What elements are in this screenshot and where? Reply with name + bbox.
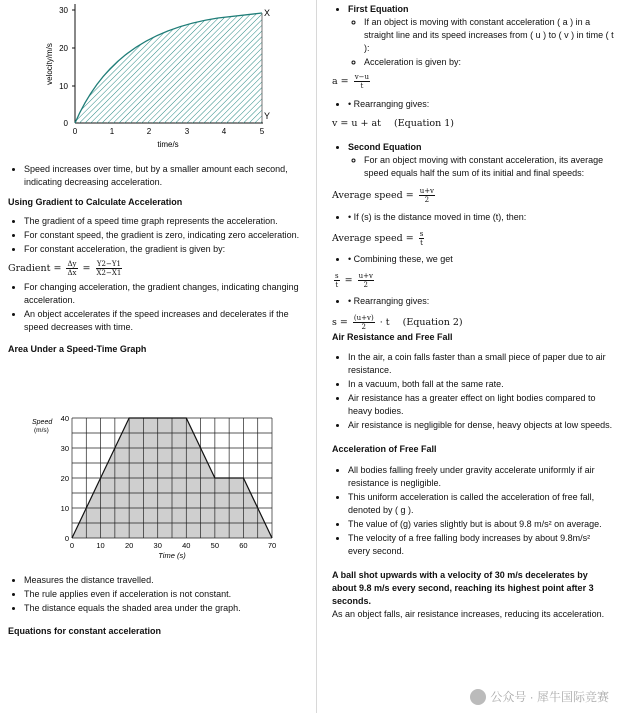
y-axis-title: velocity/m/s bbox=[45, 43, 54, 85]
list-item: ◦ If an object is moving with constant acceleration ( a ) in a straight line and its speed increases from ( u ) to ( v ) in time ( t ): bbox=[364, 16, 614, 55]
x-tick-label: 0 bbox=[72, 127, 78, 136]
list-item: • For constant acceleration, the gradient is given by: bbox=[24, 243, 308, 256]
list-item: • The velocity of a free falling body increases by about 9.8m/s² every second. bbox=[348, 532, 614, 558]
wechat-icon bbox=[470, 689, 486, 705]
y-ticks bbox=[59, 6, 75, 128]
equation-tag: (Equation 1) bbox=[394, 118, 454, 129]
list-item: • In a vacuum, both fall at the same rate. bbox=[348, 378, 614, 391]
y-tick-label: 30 bbox=[60, 444, 69, 453]
x-tick-label: 4 bbox=[221, 127, 227, 136]
x-tick-label: 60 bbox=[239, 541, 248, 550]
list-item: • • Combining these, we get bbox=[348, 253, 614, 266]
point-x-label: X bbox=[264, 8, 271, 18]
y-tick-label: 30 bbox=[59, 6, 68, 15]
watermark bbox=[470, 689, 609, 705]
rearranging-text: Rearranging gives: bbox=[353, 99, 430, 109]
numerator: s bbox=[419, 230, 424, 238]
x-tick-label: 5 bbox=[259, 127, 265, 136]
formula-lhs: s = bbox=[332, 317, 348, 328]
fraction bbox=[353, 314, 375, 331]
x-tick-label: 0 bbox=[69, 541, 75, 550]
fraction bbox=[419, 230, 425, 247]
numerator: Δy bbox=[67, 260, 77, 268]
right-column bbox=[332, 3, 614, 621]
formula-acceleration bbox=[332, 73, 614, 90]
denominator: 2 bbox=[361, 323, 367, 331]
y-tick-label: 10 bbox=[60, 504, 69, 513]
y-tick-label: 40 bbox=[60, 414, 69, 423]
x-tick-label: 20 bbox=[124, 541, 134, 550]
x-tick-label: 30 bbox=[153, 541, 162, 550]
list-item: • The gradient of a speed time graph represents the acceleration. bbox=[24, 215, 308, 228]
x-ticks bbox=[73, 127, 265, 136]
formula-average-speed-1 bbox=[332, 187, 614, 204]
x-tick-label: 1 bbox=[109, 127, 115, 136]
x-tick-label: 3 bbox=[184, 127, 190, 136]
ball-paragraph: A ball shot upwards with a velocity of 30 m/s decelerates by about 9.8 m/s every second, reaching its highest point after 3 seconds. bbox=[332, 570, 594, 606]
first-equation-title: First Equation bbox=[348, 4, 409, 14]
denominator: t bbox=[335, 281, 339, 289]
point-y-label: Y bbox=[264, 111, 271, 121]
fraction bbox=[354, 73, 370, 90]
equals: = bbox=[344, 275, 353, 286]
speed-time-chart bbox=[18, 410, 283, 570]
fraction bbox=[96, 260, 123, 277]
list-item: • The distance equals the shaded area under the graph. bbox=[24, 602, 308, 615]
fraction bbox=[66, 260, 77, 277]
list-item: • The value of (g) varies slightly but is about 9.8 m/s² on average. bbox=[348, 518, 614, 531]
equals: = bbox=[82, 263, 91, 274]
x-axis-title: time/s bbox=[157, 140, 179, 149]
numerator: s bbox=[335, 272, 339, 280]
fraction bbox=[334, 272, 340, 289]
list-item: • For constant speed, the gradient is zero, indicating zero acceleration. bbox=[24, 229, 308, 242]
list-item: • This uniform acceleration is called the acceleration of free fall, denoted by ( g ). bbox=[348, 491, 614, 517]
y-tick-label: 0 bbox=[63, 119, 68, 128]
equation-tag: (Equation 2) bbox=[402, 317, 463, 328]
if-s-text: If (s) is the distance moved in time (t), then: bbox=[353, 212, 527, 222]
x-tick-label: 10 bbox=[96, 541, 105, 550]
heading-gradient: Using Gradient to Calculate Acceleration bbox=[8, 197, 183, 207]
list-item: • Air resistance is negligible for dense, heavy objects at low speeds. bbox=[348, 419, 614, 432]
list-item: • • Rearranging gives: bbox=[348, 98, 614, 111]
x-tick-label: 2 bbox=[146, 127, 152, 136]
x-tick-label: 50 bbox=[210, 541, 220, 550]
formula-expression: v = u + at bbox=[332, 118, 381, 129]
list-item: • In the air, a coin falls faster than a small piece of paper due to air resistance. bbox=[348, 351, 614, 377]
y-tick-label: 20 bbox=[60, 474, 69, 483]
formula-equation-2 bbox=[332, 314, 614, 331]
formula-equation-1 bbox=[332, 117, 614, 130]
list-item: • • Rearranging gives: bbox=[348, 295, 614, 308]
list-item: • Speed increases over time, but by a smaller amount each second, indicating decreasing acceleration. bbox=[24, 163, 308, 189]
denominator: t bbox=[360, 82, 364, 90]
denominator: X2−X1 bbox=[96, 269, 122, 277]
numerator: v−u bbox=[354, 73, 370, 81]
gradient-formula bbox=[8, 260, 308, 277]
y-axis-title: Speed bbox=[32, 419, 53, 426]
numerator: Y2−Y1 bbox=[96, 260, 121, 268]
list-item: • All bodies falling freely under gravity accelerate uniformly if air resistance is negligible. bbox=[348, 464, 614, 490]
formula-lhs: Average speed = bbox=[332, 190, 414, 201]
y-axis-unit: (m/s) bbox=[34, 427, 49, 434]
combining-text: Combining these, we get bbox=[353, 254, 453, 264]
fraction bbox=[419, 187, 435, 204]
list-item: ◦ Acceleration is given by: bbox=[364, 56, 614, 69]
list-item: • For changing acceleration, the gradient changes, indicating changing acceleration. bbox=[24, 281, 308, 307]
list-item: • Air resistance has a greater effect on light bodies compared to heavy bodies. bbox=[348, 392, 614, 418]
ball-tail-paragraph: As an object falls, air resistance increases, reducing its acceleration. bbox=[332, 609, 605, 619]
left-text-block-1 bbox=[8, 163, 308, 356]
heading-free-fall: Acceleration of Free Fall bbox=[332, 444, 437, 454]
fraction bbox=[358, 272, 374, 289]
y-tick-label: 10 bbox=[59, 82, 68, 91]
x-tick-label: 70 bbox=[267, 541, 277, 550]
list-item: ◦ For an object moving with constant acceleration, its average speed equals half the sum of its initial and final speeds: bbox=[364, 154, 614, 180]
second-equation-title: Second Equation bbox=[348, 142, 422, 152]
denominator: 2 bbox=[363, 281, 369, 289]
velocity-time-graph bbox=[38, 0, 298, 152]
numerator: u+v bbox=[358, 272, 373, 280]
left-text-block-2 bbox=[8, 574, 308, 638]
denominator: t bbox=[420, 239, 423, 247]
watermark-text: 公众号 · 犀牛国际竞赛 bbox=[490, 689, 609, 704]
list-item: • The rule applies even if acceleration is not constant. bbox=[24, 588, 308, 601]
list-item bbox=[348, 3, 614, 69]
x-tick-label: 40 bbox=[182, 541, 191, 550]
formula-lhs: Gradient = bbox=[8, 263, 62, 274]
list-item: • An object accelerates if the speed increases and decelerates if the speed decreases with time. bbox=[24, 308, 308, 334]
list-item bbox=[348, 141, 614, 180]
numerator: (u+v) bbox=[353, 314, 374, 322]
shaded-area bbox=[75, 13, 262, 123]
formula-rest: · t bbox=[379, 317, 390, 328]
x-axis-title: Time (s) bbox=[158, 551, 186, 560]
denominator: Δx bbox=[67, 269, 77, 277]
y-tick-label: 20 bbox=[59, 44, 68, 53]
formula-combined bbox=[332, 272, 614, 289]
formula-lhs: Average speed = bbox=[332, 233, 414, 244]
denominator: 2 bbox=[424, 196, 430, 204]
column-divider bbox=[316, 0, 317, 713]
formula-average-speed-2 bbox=[332, 230, 614, 247]
list-item: • • If (s) is the distance moved in time (t), then: bbox=[348, 211, 614, 224]
rearranging-text: Rearranging gives: bbox=[353, 296, 430, 306]
numerator: u+v bbox=[419, 187, 435, 195]
y-tick-label: 0 bbox=[64, 534, 69, 543]
heading-area: Area Under a Speed-Time Graph bbox=[8, 344, 147, 354]
formula-lhs: a = bbox=[332, 76, 349, 87]
list-item: • Measures the distance travelled. bbox=[24, 574, 308, 587]
heading-equations: Equations for constant acceleration bbox=[8, 626, 162, 636]
heading-air-resistance: Air Resistance and Free Fall bbox=[332, 332, 453, 342]
